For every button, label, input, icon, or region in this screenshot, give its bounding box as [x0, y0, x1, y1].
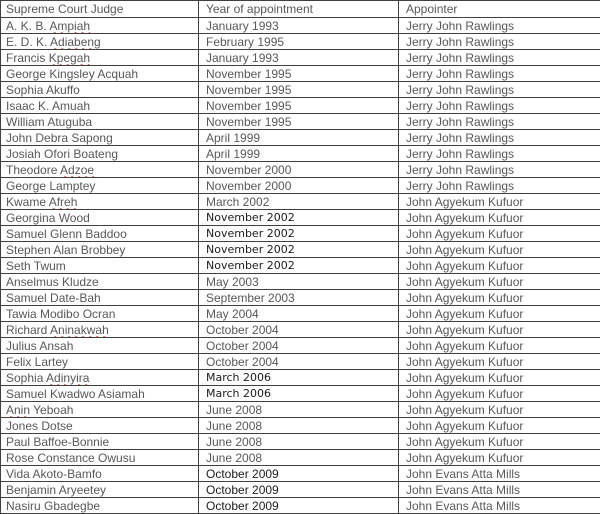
appointer-cell: John Agyekum Kufuor — [399, 258, 600, 274]
appointer-cell: Jerry John Rawlings — [399, 178, 600, 194]
misspelled-word: Kpegah — [48, 50, 91, 65]
judge-cell — [1, 386, 199, 402]
year-cell: March 2006 — [199, 386, 399, 402]
judge-name-text: A. K. B. — [6, 18, 50, 33]
judge-cell — [1, 130, 199, 146]
table-body — [1, 18, 600, 514]
year-cell: February 1995 — [199, 34, 399, 50]
judge-cell — [1, 18, 199, 34]
appointer-cell: John Evans Atta Mills — [399, 466, 600, 482]
table-row — [1, 466, 600, 482]
table-row — [1, 178, 600, 194]
column-header-judge: Supreme Court Judge — [1, 1, 199, 18]
year-cell: November 1995 — [199, 66, 399, 82]
judge-cell — [1, 146, 199, 162]
year-cell: October 2004 — [199, 322, 399, 338]
table-row — [1, 434, 600, 450]
judge-cell — [1, 258, 199, 274]
judge-cell — [1, 402, 199, 418]
judge-cell — [1, 418, 199, 434]
judge-cell — [1, 338, 199, 354]
judge-name-text: Josiah Ofori Boateng — [6, 146, 119, 161]
misspelled-word: Afreh — [48, 194, 78, 209]
table-row — [1, 370, 600, 386]
year-cell: June 2008 — [199, 418, 399, 434]
table-row — [1, 354, 600, 370]
judge-cell — [1, 322, 199, 338]
misspelled-word: Adinyira — [46, 370, 90, 385]
table-row — [1, 50, 600, 66]
year-cell: November 1995 — [199, 82, 399, 98]
judge-cell — [1, 370, 199, 386]
table-row — [1, 242, 600, 258]
judge-cell — [1, 98, 199, 114]
appointer-cell: John Agyekum Kufuor — [399, 370, 600, 386]
year-cell: October 2004 — [199, 338, 399, 354]
judge-name-text: Seth Twum — [6, 258, 66, 273]
judge-name-text: Benjamin Aryeetey — [6, 482, 107, 497]
column-header-year: Year of appointment — [199, 1, 399, 18]
judge-name-text: Samuel Kwadwo Asiamah — [6, 386, 145, 401]
judge-cell — [1, 210, 199, 226]
judge-cell — [1, 434, 199, 450]
year-cell: June 2008 — [199, 402, 399, 418]
appointer-cell: Jerry John Rawlings — [399, 50, 600, 66]
judge-name-text: Samuel Date-Bah — [6, 290, 101, 305]
appointer-cell: John Agyekum Kufuor — [399, 338, 600, 354]
year-cell: January 1993 — [199, 50, 399, 66]
judge-name-text: William Atuguba — [6, 114, 93, 129]
judge-cell — [1, 466, 199, 482]
judge-cell — [1, 354, 199, 370]
year-cell: November 1995 — [199, 98, 399, 114]
appointer-cell: John Agyekum Kufuor — [399, 386, 600, 402]
misspelled-word: Aninakwah — [50, 322, 109, 337]
appointer-cell: John Agyekum Kufuor — [399, 450, 600, 466]
judge-name-text: George Lamptey — [6, 178, 96, 193]
year-cell: September 2003 — [199, 290, 399, 306]
table-row — [1, 34, 600, 50]
misspelled-word: Adiabeng — [50, 34, 101, 49]
table-row — [1, 306, 600, 322]
table-row — [1, 146, 600, 162]
appointer-cell: Jerry John Rawlings — [399, 130, 600, 146]
column-header-appointer: Appointer — [399, 1, 600, 18]
table-row — [1, 98, 600, 114]
judge-name-text: Samuel Glenn Baddoo — [6, 226, 127, 241]
judge-name-text: Francis — [6, 50, 49, 65]
judge-name-text: Richard — [6, 322, 51, 337]
appointer-cell: John Agyekum Kufuor — [399, 194, 600, 210]
judge-cell — [1, 274, 199, 290]
appointer-cell: John Evans Atta Mills — [399, 498, 600, 514]
year-cell: April 1999 — [199, 130, 399, 146]
appointer-cell: John Agyekum Kufuor — [399, 274, 600, 290]
year-cell: November 2000 — [199, 178, 399, 194]
judge-cell — [1, 242, 199, 258]
appointer-cell: Jerry John Rawlings — [399, 82, 600, 98]
year-cell: November 2002 — [199, 226, 399, 242]
judge-name-text: Kwame — [6, 194, 49, 209]
table-row — [1, 18, 600, 34]
year-cell: April 1999 — [199, 146, 399, 162]
year-cell: November 2002 — [199, 258, 399, 274]
year-cell: October 2009 — [199, 466, 399, 482]
appointer-cell: Jerry John Rawlings — [399, 162, 600, 178]
table-row — [1, 210, 600, 226]
judge-name-text: Isaac K. Amuah — [6, 98, 91, 113]
judge-cell — [1, 162, 199, 178]
judge-cell — [1, 50, 199, 66]
year-cell: October 2009 — [199, 498, 399, 514]
year-cell: March 2006 — [199, 370, 399, 386]
table-row — [1, 82, 600, 98]
appointer-cell: Jerry John Rawlings — [399, 114, 600, 130]
year-cell: October 2004 — [199, 354, 399, 370]
judge-name-text: Paul Baffoe-Bonnie — [6, 434, 110, 449]
judge-name-text: Anselmus Kludze — [6, 274, 99, 289]
judge-cell — [1, 66, 199, 82]
misspelled-word: Ampiah — [49, 18, 91, 33]
misspelled-word: Anin — [6, 402, 31, 417]
table-row — [1, 386, 600, 402]
appointer-cell: Jerry John Rawlings — [399, 146, 600, 162]
appointer-cell: John Agyekum Kufuor — [399, 226, 600, 242]
appointer-cell: Jerry John Rawlings — [399, 34, 600, 50]
appointer-cell: John Agyekum Kufuor — [399, 290, 600, 306]
appointer-cell: Jerry John Rawlings — [399, 98, 600, 114]
judge-name-text: John Debra Sapong — [6, 130, 113, 145]
table-row — [1, 162, 600, 178]
judge-name-text: Nasiru Gbadegbe — [6, 498, 101, 513]
judge-name-text: Vida Akoto-Bamfo — [6, 466, 102, 481]
appointer-cell: John Agyekum Kufuor — [399, 322, 600, 338]
appointer-cell: John Agyekum Kufuor — [399, 242, 600, 258]
appointer-cell: John Evans Atta Mills — [399, 482, 600, 498]
judge-name-text: George Kingsley Acquah — [6, 66, 139, 81]
table-row — [1, 226, 600, 242]
table-row — [1, 338, 600, 354]
table-row — [1, 274, 600, 290]
judge-name-text: Theodore — [6, 162, 61, 177]
year-cell: January 1993 — [199, 18, 399, 34]
judge-cell — [1, 82, 199, 98]
judge-name-text: Georgina Wood — [6, 210, 90, 225]
judge-name-text: Jones Dotse — [6, 418, 73, 433]
table-row — [1, 498, 600, 514]
year-cell: November 2000 — [199, 162, 399, 178]
judge-name-text: Stephen Alan Brobbey — [6, 242, 126, 257]
table-row — [1, 450, 600, 466]
judge-cell — [1, 178, 199, 194]
judge-cell — [1, 290, 199, 306]
year-cell: May 2004 — [199, 306, 399, 322]
judge-cell — [1, 498, 199, 514]
judge-name-text: Rose Constance Owusu — [6, 450, 136, 465]
header-row — [1, 1, 600, 18]
year-cell: June 2008 — [199, 450, 399, 466]
judge-cell — [1, 34, 199, 50]
year-cell: March 2002 — [199, 194, 399, 210]
judge-name-text: Julius Ansah — [6, 338, 74, 353]
table-row — [1, 322, 600, 338]
table-row — [1, 258, 600, 274]
appointer-cell: John Agyekum Kufuor — [399, 402, 600, 418]
judge-name-text: Sophia — [6, 370, 47, 385]
table-row — [1, 290, 600, 306]
year-cell: November 2002 — [199, 210, 399, 226]
table-row — [1, 418, 600, 434]
table-row — [1, 194, 600, 210]
judge-name-text: Sophia Akuffo — [6, 82, 80, 97]
judge-cell — [1, 114, 199, 130]
judge-name-text: Felix Lartey — [6, 354, 69, 369]
year-cell: November 2002 — [199, 242, 399, 258]
appointer-cell: Jerry John Rawlings — [399, 18, 600, 34]
judge-cell — [1, 450, 199, 466]
appointer-cell: John Agyekum Kufuor — [399, 354, 600, 370]
misspelled-word: Adzoe — [60, 162, 95, 177]
table-row — [1, 114, 600, 130]
appointer-cell: John Agyekum Kufuor — [399, 210, 600, 226]
judge-cell — [1, 226, 199, 242]
year-cell: October 2009 — [199, 482, 399, 498]
year-cell: May 2003 — [199, 274, 399, 290]
table-row — [1, 402, 600, 418]
judge-name-text: Tawia Modibo Ocran — [6, 306, 116, 321]
year-cell: June 2008 — [199, 434, 399, 450]
table-row — [1, 482, 600, 498]
appointer-cell: Jerry John Rawlings — [399, 66, 600, 82]
appointer-cell: John Agyekum Kufuor — [399, 306, 600, 322]
appointer-cell: John Agyekum Kufuor — [399, 434, 600, 450]
judge-cell — [1, 306, 199, 322]
appointer-cell: John Agyekum Kufuor — [399, 418, 600, 434]
judge-cell — [1, 482, 199, 498]
table-row — [1, 130, 600, 146]
judge-name-text: E. D. K. — [6, 34, 51, 49]
judge-name-text: Yeboah — [30, 402, 74, 417]
judge-cell — [1, 194, 199, 210]
year-cell: November 1995 — [199, 114, 399, 130]
table-row — [1, 66, 600, 82]
